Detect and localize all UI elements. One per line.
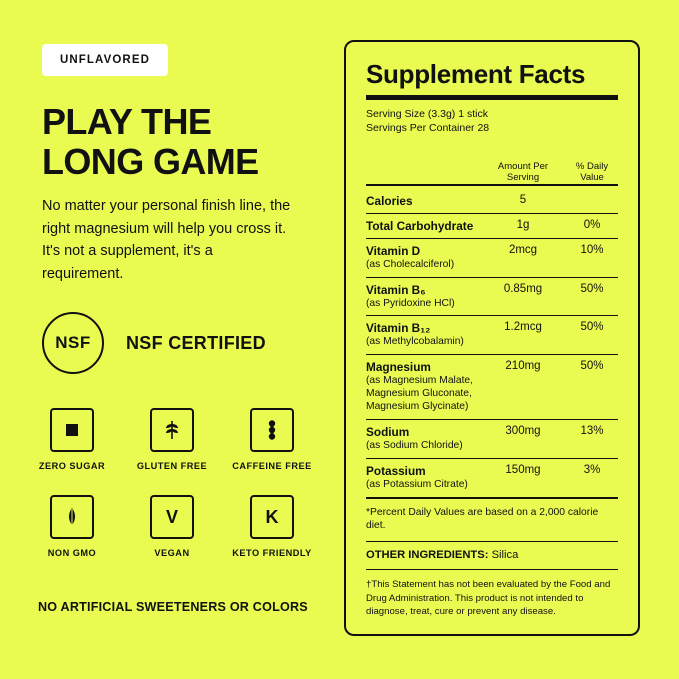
- zero-sugar-icon: [50, 408, 94, 452]
- claims-icon-grid: [22, 408, 322, 558]
- other-ingredients: [366, 542, 618, 569]
- nutrient-amount: 300mg: [480, 419, 566, 458]
- claim-label: KETO FRIENDLY: [232, 548, 312, 558]
- nutrient-amount: 1g: [480, 213, 566, 238]
- column-headers: [366, 161, 618, 184]
- table-row: [366, 355, 618, 420]
- daily-header-line2: Value: [580, 172, 604, 184]
- table-row: [366, 458, 618, 497]
- daily-value-header: [566, 161, 618, 184]
- nutrient-daily-value: [566, 189, 618, 214]
- claim-non-gmo: [22, 495, 122, 558]
- nutrient-amount: 150mg: [480, 458, 566, 497]
- serving-info: [366, 107, 618, 135]
- caffeine-free-icon: [250, 408, 294, 452]
- nutrient-daily-value: 13%: [566, 419, 618, 458]
- claim-label: CAFFEINE FREE: [232, 461, 312, 471]
- amount-per-serving-header: [480, 161, 566, 184]
- nutrient-amount: 210mg: [480, 355, 566, 420]
- nutrient-amount: 1.2mcg: [480, 316, 566, 355]
- supplement-facts-title: Supplement Facts: [366, 59, 586, 89]
- servings-per-container: Servings Per Container 28: [366, 121, 490, 134]
- table-row: [366, 277, 618, 316]
- amount-header-line1: Amount Per: [497, 160, 549, 172]
- body-copy: No matter your personal finish line, the right magnesium will help you cross it. It's not a supplement, it's a requirement.: [42, 198, 291, 282]
- other-ingredients-label: OTHER INGREDIENTS:: [366, 549, 489, 562]
- other-ingredients-value: Silica: [491, 549, 519, 562]
- nutrient-daily-value: 0%: [566, 213, 618, 238]
- vegan-icon: [150, 495, 194, 539]
- nutrient-amount: 5: [480, 189, 566, 214]
- fda-disclaimer: †This Statement has not been evaluated by the Food and Drug Administration. This product is not intended to diagnose, treat, cure or prevent any disease.: [366, 579, 611, 618]
- claim-label: NON GMO: [47, 548, 97, 558]
- nsf-certified-block: [42, 312, 266, 374]
- left-column: [42, 44, 322, 285]
- nutrient-source: (as Sodium Chloride): [366, 439, 463, 451]
- nutrient-source: (as Potassium Citrate): [366, 478, 468, 490]
- nsf-seal-icon: NSF: [42, 312, 104, 374]
- table-row: [366, 189, 618, 214]
- claim-caffeine-free: [222, 408, 322, 471]
- claim-label: VEGAN: [154, 548, 190, 558]
- nutrient-name: Total Carbohydrate: [366, 218, 474, 233]
- nutrient-daily-value: 50%: [566, 277, 618, 316]
- flavor-badge: UNFLAVORED: [42, 44, 168, 76]
- table-row: [366, 238, 618, 277]
- claim-label: ZERO SUGAR: [38, 461, 106, 471]
- nutrient-daily-value: 10%: [566, 238, 618, 277]
- nutrient-amount: 2mcg: [480, 238, 566, 277]
- claim-keto-friendly: [222, 495, 322, 558]
- title-rule: [366, 95, 618, 100]
- nutrient-name: Vitamin B₆: [366, 282, 426, 297]
- nutrient-source: (as Pyridoxine HCl): [366, 297, 455, 309]
- headline-line-2: LONG GAME: [42, 140, 259, 182]
- serving-size: Serving Size (3.3g) 1 stick: [366, 107, 488, 120]
- non-gmo-icon: [50, 495, 94, 539]
- nutrient-daily-value: 50%: [566, 355, 618, 420]
- nutrient-daily-value: 50%: [566, 316, 618, 355]
- nutrient-source: (as Methylcobalamin): [366, 336, 464, 348]
- claim-label: GLUTEN FREE: [136, 461, 208, 471]
- table-row: [366, 213, 618, 238]
- nutrient-daily-value: 3%: [566, 458, 618, 497]
- nutrient-name: Calories: [366, 193, 413, 208]
- claim-vegan: [122, 495, 222, 558]
- nutrient-name: Vitamin D: [366, 243, 421, 258]
- claim-zero-sugar: [22, 408, 122, 471]
- nutrient-source: (as Magnesium Malate, Magnesium Gluconate, Magnesium Glycinate): [366, 375, 474, 413]
- nutrient-name: Potassium: [366, 463, 426, 478]
- page-title: [42, 102, 322, 181]
- nsf-certified-label: NSF CERTIFIED: [126, 332, 266, 353]
- keto-glyph: K: [265, 506, 279, 527]
- no-artificial-note: NO ARTIFICIAL SWEETENERS OR COLORS: [38, 600, 308, 614]
- claim-gluten-free: [122, 408, 222, 471]
- keto-friendly-icon: [250, 495, 294, 539]
- table-row: [366, 419, 618, 458]
- gluten-free-icon: [150, 408, 194, 452]
- nutrition-table: [366, 189, 618, 499]
- percent-daily-value-note: *Percent Daily Values are based on a 2,000 calorie diet.: [366, 506, 599, 532]
- nutrient-amount: 0.85mg: [480, 277, 566, 316]
- supplement-facts-panel: [344, 40, 640, 636]
- nutrient-name: Sodium: [366, 424, 410, 439]
- nutrient-name: Vitamin B₁₂: [366, 321, 431, 336]
- headline-line-1: PLAY THE: [42, 101, 212, 142]
- header-rule: [366, 184, 618, 186]
- nutrient-source: (as Cholecalciferol): [366, 258, 455, 270]
- nutrient-name: Magnesium: [366, 360, 431, 375]
- vegan-glyph: V: [165, 506, 178, 527]
- table-row: [366, 316, 618, 355]
- daily-header-line1: % Daily: [575, 160, 609, 172]
- amount-header-line2: Serving: [506, 172, 540, 184]
